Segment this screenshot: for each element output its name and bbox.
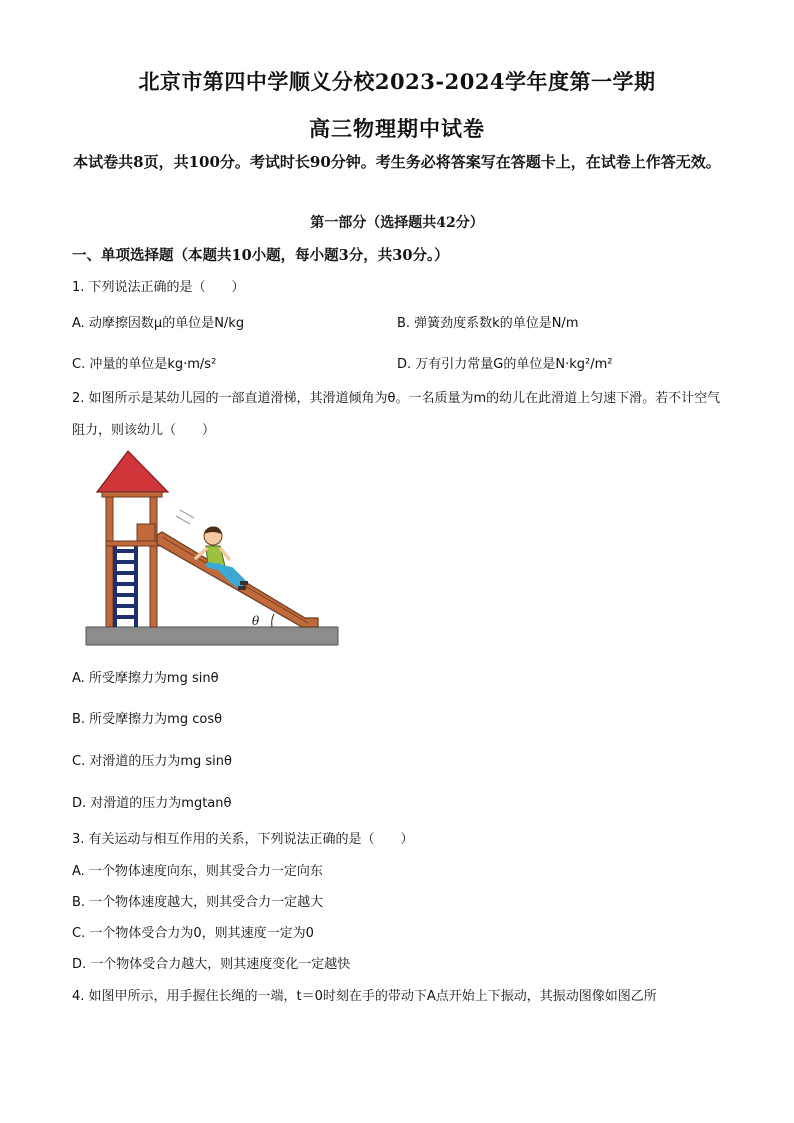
- platform: [106, 541, 161, 546]
- ground: [86, 627, 338, 645]
- exam-subtitle: 高三物理期中试卷: [309, 116, 485, 141]
- section-heading: 一、单项选择题（本题共10小题，每小题3分，共30分。）: [72, 247, 449, 264]
- angle-arc: [272, 614, 274, 627]
- exam-title: 北京市第四中学顺义分校2023-2024学年度第一学期: [138, 69, 656, 94]
- roof: [97, 451, 168, 492]
- q2-option-b: B. 所受摩擦力为mg cosθ: [72, 712, 223, 727]
- q2-option-a: A. 所受摩擦力为mg sinθ: [72, 671, 219, 686]
- theta-label: θ: [252, 614, 260, 628]
- exam-instructions: 本试卷共8页，共100分。考试时长90分钟。考生务必将答案写在答题卡上，在试卷上作答无效。: [73, 153, 721, 171]
- q1-option-c: C. 冲量的单位是kg·m/s²: [72, 357, 217, 372]
- q3-option-a: A. 一个物体速度向东，则其受合力一定向东: [72, 864, 323, 879]
- q4-stem: 4. 如图甲所示，用手握住长绳的一端，t＝0时刻在手的带动下A点开始上下振动，其振动图像如图乙所: [72, 989, 657, 1004]
- q1-option-d: D. 万有引力常量G的单位是N·kg²/m²: [397, 357, 613, 372]
- tower-post-right: [150, 497, 157, 627]
- q2-option-c: C. 对滑道的压力为mg sinθ: [72, 754, 232, 769]
- q1-stem: 1. 下列说法正确的是（ ）: [72, 280, 245, 295]
- q3-option-c: C. 一个物体受合力为0，则其速度一定为0: [72, 926, 314, 941]
- q3-stem: 3. 有关运动与相互作用的关系，下列说法正确的是（ ）: [72, 832, 414, 847]
- q1-option-a: A. 动摩擦因数μ的单位是N/kg: [72, 316, 245, 331]
- q3-option-b: B. 一个物体速度越大，则其受合力一定越大: [72, 895, 324, 910]
- q3-option-d: D. 一个物体受合力越大，则其速度变化一定越快: [72, 957, 351, 972]
- platform-box: [137, 524, 155, 541]
- part-heading: 第一部分（选择题共42分）: [310, 215, 484, 231]
- q1-option-b: B. 弹簧劲度系数k的单位是N/m: [397, 316, 579, 331]
- q2-stem: 2. 如图所示是某幼儿园的一部直道滑梯，其滑道倾角为θ。一名质量为m的幼儿在此滑道上匀速下滑。若不计空气阻力，则该幼儿（ ）: [72, 391, 721, 438]
- q2-option-d: D. 对滑道的压力为mgtanθ: [72, 796, 232, 811]
- slide-figure: [80, 448, 342, 650]
- roof-beam: [102, 492, 162, 497]
- tower-post-left: [106, 497, 113, 627]
